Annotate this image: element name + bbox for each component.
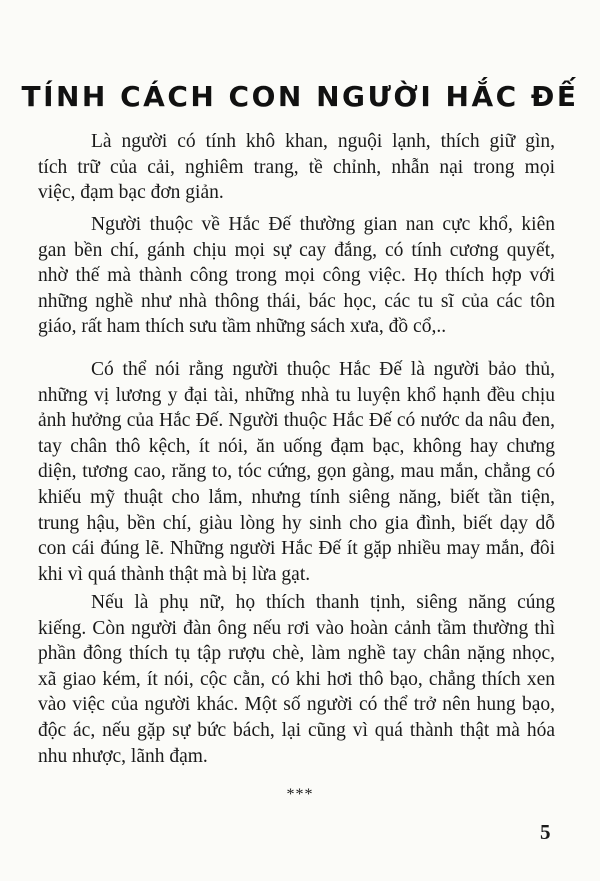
text-line: Nếu là phụ nữ, họ thích thanh tịnh, siêng năng cúng bbox=[91, 592, 555, 613]
text-line: những nghề như nhà thông thái, bác học, các tu sĩ của các tôn bbox=[38, 290, 555, 312]
text-line: độc ác, nếu gặp sự bức bách, lại cũng vì quá thành thật mà hóa bbox=[38, 719, 555, 741]
paragraph-2 bbox=[38, 212, 555, 340]
text-line: vào việc của người khác. Một số người có thể trở nên hung bạo, bbox=[38, 694, 555, 716]
text-line: khi vì quá thành thật mà bị lừa gạt. bbox=[38, 563, 311, 585]
text-line: việc, đạm bạc đơn giản. bbox=[38, 182, 224, 204]
text-line: Là người có tính khô khan, nguội lạnh, thích giữ gìn, bbox=[91, 131, 555, 152]
text-line: những vị lương y đại tài, những nhà tu luyện khổ hạnh đều chịu bbox=[38, 384, 555, 406]
text-line: phần đông thích tụ tập rượu chè, làm nghề tay chân nặng nhọc, bbox=[38, 643, 555, 665]
text-line: nhu nhược, lãnh đạm. bbox=[38, 745, 208, 767]
page-number: 5 bbox=[540, 820, 551, 844]
text-line: nhờ thế mà thành công trong mọi công việc. Họ thích hợp với bbox=[38, 265, 555, 287]
text-line: ảnh hưởng của Hắc Đế. Người thuộc Hắc Đế có nước da nâu đen, bbox=[38, 410, 555, 432]
text-line: tích trữ của cải, nghiêm trang, tề chỉnh, nhẫn nại trong mọi bbox=[38, 156, 555, 178]
text-line: trung hậu, bền chí, giàu lòng hy sinh cho gia đình, biết dạy dỗ bbox=[38, 512, 555, 534]
text-line: tay chân thô kệch, ít nói, ăn uống đạm bạc, không hay chưng bbox=[38, 435, 555, 457]
text-line: giáo, rất ham thích sưu tầm những sách xưa, đồ cổ,.. bbox=[38, 316, 447, 338]
text-line: xã giao kém, ít nói, cộc cằn, có khi hơi thô bạo, chẳng thích xen bbox=[38, 668, 555, 690]
paragraph-3 bbox=[38, 357, 555, 587]
text-line: gan bền chí, gánh chịu mọi sự cay đắng, có tính cương quyết, bbox=[38, 239, 555, 261]
paragraph-4 bbox=[38, 590, 555, 769]
text-line: khiếu mỹ thuật cho lắm, nhưng tính siêng năng, biết tần tiện, bbox=[38, 486, 555, 508]
paragraph-1 bbox=[38, 129, 555, 206]
section-separator: *** bbox=[286, 786, 314, 803]
text-line: kiếng. Còn người đàn ông nếu rơi vào hoàn cảnh tầm thường thì bbox=[38, 617, 555, 639]
text-line: Người thuộc về Hắc Đế thường gian nan cực khổ, kiên bbox=[91, 214, 555, 235]
text-line: con cái đúng lẽ. Những người Hắc Đế ít gặp nhiều may mắn, đôi bbox=[38, 538, 555, 560]
text-line: Có thể nói rằng người thuộc Hắc Đế là người bảo thủ, bbox=[91, 359, 555, 380]
text-line: diện, tương cao, răng to, tóc cứng, gọn gàng, mau mắn, chẳng có bbox=[38, 461, 555, 483]
chapter-title: TÍNH CÁCH CON NGƯỜI HẮC ĐẾ bbox=[21, 80, 579, 113]
